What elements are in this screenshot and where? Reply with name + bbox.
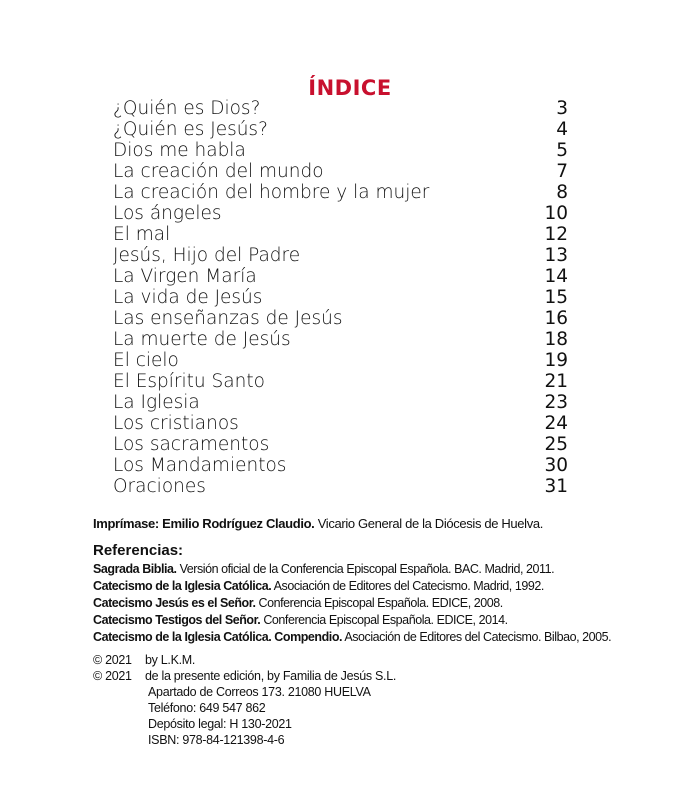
legal-deposit-line: Depósito legal: H 130-2021	[148, 717, 292, 731]
reference-title: Catecismo de la Iglesia Católica.	[93, 579, 272, 593]
reference-detail: Conferencia Episcopal Española. EDICE, 2008.	[255, 596, 503, 610]
toc-entry-title: Los Mandamientos	[113, 455, 287, 476]
reference-title: Catecismo Testigos del Señor.	[93, 613, 261, 627]
toc-entry-title: Los sacramentos	[113, 434, 270, 455]
publisher-address	[148, 684, 371, 748]
reference-title: Catecismo de la Iglesia Católica. Compendio.	[93, 630, 343, 644]
toc-entry-page: 12	[544, 224, 568, 245]
reference-detail: Asociación de Editores del Catecismo. Bilbao, 2005.	[342, 630, 612, 644]
toc-entry-page: 3	[556, 98, 568, 119]
toc-entry-title: El mal	[113, 224, 171, 245]
references-list	[93, 561, 653, 646]
phone-line: Teléfono: 649 547 862	[148, 701, 266, 715]
toc-entry-title: El cielo	[113, 350, 179, 371]
imprimatur-label: Imprímase: Emilio Rodríguez Claudio.	[93, 516, 315, 531]
index-title: ÍNDICE	[308, 76, 392, 100]
toc-entry-page: 15	[544, 287, 568, 308]
reference-item	[93, 561, 653, 578]
toc-entry-title: Jesús, Hijo del Padre	[113, 245, 301, 266]
toc-entry-page: 16	[544, 308, 568, 329]
toc-entry-title: La creación del mundo	[113, 161, 324, 182]
reference-detail: Asociación de Editores del Catecismo. Madrid, 1992.	[271, 579, 544, 593]
toc-entry-title: ¿Quién es Dios?	[113, 98, 261, 119]
reference-title: Sagrada Biblia.	[93, 562, 177, 576]
table-of-contents	[113, 98, 568, 497]
toc-entry	[113, 350, 568, 371]
reference-item	[93, 578, 653, 595]
toc-entry-title: Los ángeles	[113, 203, 222, 224]
toc-entry-page: 31	[544, 476, 568, 497]
reference-item	[93, 595, 653, 612]
toc-entry-title: Dios me habla	[113, 140, 246, 161]
isbn-line: ISBN: 978-84-121398-4-6	[148, 733, 285, 747]
toc-entry-title: El Espíritu Santo	[113, 371, 265, 392]
toc-entry	[113, 287, 568, 308]
copyright-line	[93, 652, 653, 668]
toc-entry	[113, 476, 568, 497]
copyright-year: © 2021	[93, 653, 132, 667]
toc-entry	[113, 329, 568, 350]
toc-entry-title: La Virgen María	[113, 266, 257, 287]
toc-entry-page: 21	[544, 371, 568, 392]
toc-entry	[113, 413, 568, 434]
toc-entry	[113, 98, 568, 119]
toc-entry	[113, 371, 568, 392]
toc-entry-page: 7	[556, 161, 568, 182]
toc-entry	[113, 203, 568, 224]
reference-title: Catecismo Jesús es el Señor.	[93, 596, 256, 610]
toc-entry	[113, 140, 568, 161]
copyright-year: © 2021	[93, 669, 132, 683]
toc-entry-title: ¿Quién es Jesús?	[113, 119, 268, 140]
imprimatur-line	[93, 516, 653, 531]
toc-entry-page: 10	[544, 203, 568, 224]
toc-entry	[113, 182, 568, 203]
toc-entry-page: 5	[556, 140, 568, 161]
toc-entry-title: La Iglesia	[113, 392, 200, 413]
address-line: Apartado de Correos 173. 21080 HUELVA	[148, 685, 371, 699]
toc-entry-title: La muerte de Jesús	[113, 329, 291, 350]
toc-entry	[113, 392, 568, 413]
reference-item	[93, 629, 653, 646]
toc-entry-title: La vida de Jesús	[113, 287, 263, 308]
toc-entry-page: 23	[544, 392, 568, 413]
toc-entry-page: 13	[544, 245, 568, 266]
toc-entry-title: Oraciones	[113, 476, 206, 497]
toc-entry-page: 8	[556, 182, 568, 203]
toc-entry-title: Las enseñanzas de Jesús	[113, 308, 343, 329]
toc-entry-page: 4	[556, 119, 568, 140]
reference-detail: Versión oficial de la Conferencia Episcopal Española. BAC. Madrid, 2011.	[176, 562, 555, 576]
toc-entry	[113, 308, 568, 329]
toc-entry	[113, 224, 568, 245]
copyright-text: de la presente edición, by Familia de Jesús S.L.	[145, 669, 397, 683]
references-heading: Referencias:	[93, 542, 184, 559]
copyright-text: by L.K.M.	[145, 653, 196, 667]
toc-entry-title: La creación del hombre y la mujer	[113, 182, 430, 203]
toc-entry	[113, 119, 568, 140]
toc-entry-page: 24	[544, 413, 568, 434]
toc-entry-page: 18	[544, 329, 568, 350]
reference-item	[93, 612, 653, 629]
copyright-block	[93, 652, 653, 684]
reference-detail: Conferencia Episcopal Española. EDICE, 2014.	[260, 613, 508, 627]
imprimatur-text: Vicario General de la Diócesis de Huelva.	[314, 516, 544, 531]
copyright-line	[93, 668, 653, 684]
toc-entry-page: 14	[544, 266, 568, 287]
toc-entry	[113, 245, 568, 266]
toc-entry	[113, 161, 568, 182]
toc-entry-page: 30	[544, 455, 568, 476]
toc-entry-page: 19	[544, 350, 568, 371]
toc-entry-title: Los cristianos	[113, 413, 239, 434]
toc-entry	[113, 434, 568, 455]
toc-entry-page: 25	[544, 434, 568, 455]
toc-entry	[113, 455, 568, 476]
toc-entry	[113, 266, 568, 287]
